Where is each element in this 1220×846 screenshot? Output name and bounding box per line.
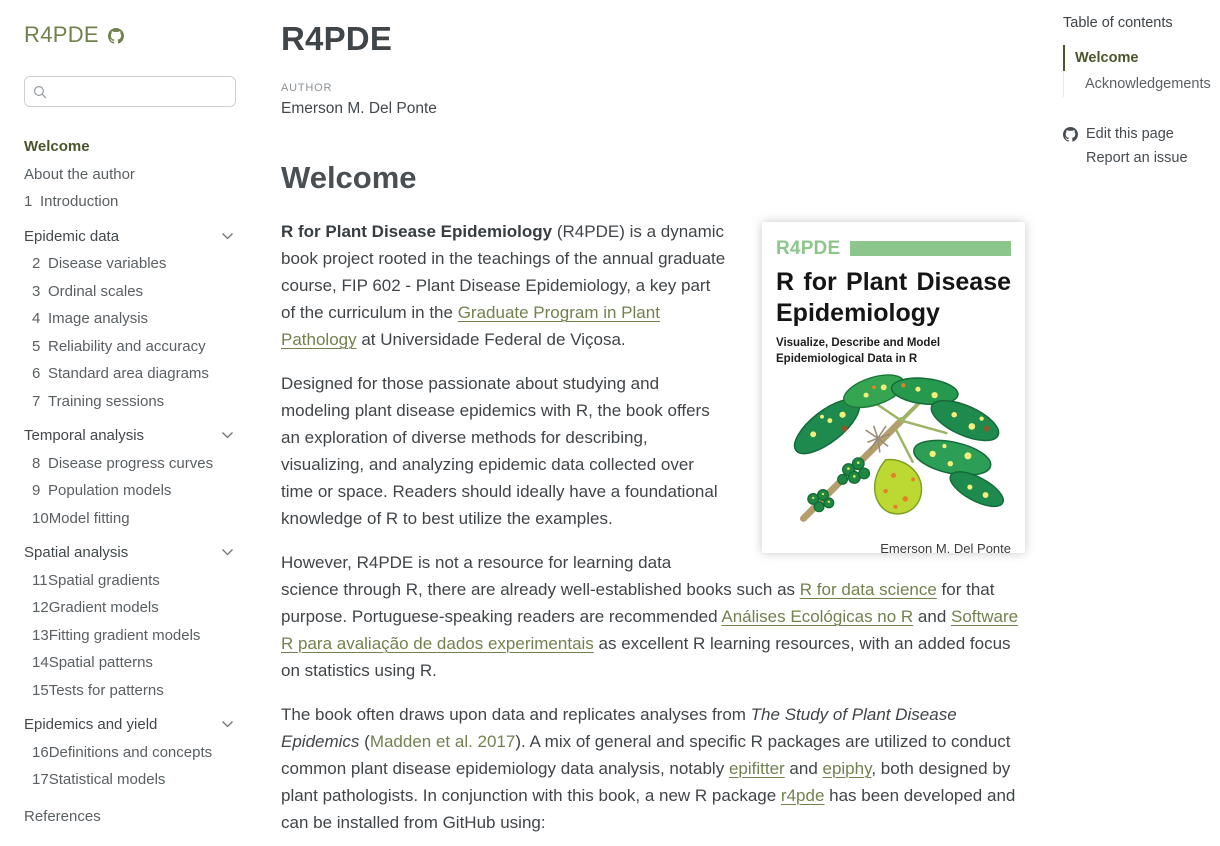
- toc-item[interactable]: Acknowledgements: [1063, 71, 1220, 97]
- table-of-contents: [1063, 0, 1220, 846]
- text-run: ). A mix of general and specific R packages are utilized to conduct common plant disease epidemiology data analysis, notably: [281, 732, 1011, 778]
- coffee-branch-illustration: [776, 369, 1011, 535]
- author-name: Emerson M. Del Ponte: [281, 100, 437, 117]
- nav-item-label: Definitions and concepts: [48, 743, 213, 761]
- bold-text: R for Plant Disease Epidemiology: [281, 222, 553, 241]
- sidebar-nav-item[interactable]: [24, 677, 236, 705]
- text-run: The book often draws upon data and replicates analyses from: [281, 705, 751, 724]
- inline-link[interactable]: r4pde: [780, 786, 825, 805]
- inline-link[interactable]: Madden et al. 2017: [369, 732, 516, 751]
- text-run: for that purpose. Portuguese-speaking readers are recommended: [281, 580, 995, 626]
- nav-item-label: Standard area diagrams: [48, 365, 209, 382]
- nav-item-label: Welcome: [24, 138, 90, 155]
- nav-item-label: Reliability and accuracy: [48, 337, 206, 355]
- book-cover-figure[interactable]: [762, 222, 1025, 557]
- sidebar-nav-item[interactable]: [24, 803, 236, 831]
- sidebar-nav: [24, 133, 236, 830]
- sidebar-nav-item[interactable]: [24, 594, 236, 622]
- search-icon: [33, 85, 47, 99]
- chevron-down-icon[interactable]: [221, 548, 234, 557]
- github-icon: [1063, 127, 1078, 142]
- sidebar-nav-item[interactable]: [24, 450, 236, 478]
- chevron-down-icon[interactable]: [221, 720, 234, 729]
- chapter-number: 7: [32, 392, 41, 410]
- inline-link[interactable]: epiphy: [822, 759, 872, 778]
- page-title: Welcome: [281, 160, 417, 195]
- sidebar-section-toggle[interactable]: [24, 422, 236, 450]
- article-body: [281, 218, 1025, 836]
- sidebar-section-toggle[interactable]: [24, 223, 236, 251]
- sidebar-nav-item[interactable]: [24, 133, 236, 161]
- inline-link[interactable]: R for data science: [799, 580, 937, 599]
- inline-link[interactable]: Software R para avaliação de dados experimentais: [281, 607, 1019, 653]
- chapter-number: 2: [32, 255, 41, 272]
- nav-item-label: Temporal analysis: [24, 427, 145, 444]
- sidebar-nav-item[interactable]: [24, 622, 236, 650]
- nav-item-label: Tests for patterns: [48, 681, 164, 699]
- sidebar-section-toggle[interactable]: [24, 711, 236, 739]
- sidebar-nav-item[interactable]: [24, 649, 236, 677]
- sidebar-nav-item[interactable]: [24, 360, 236, 388]
- sidebar: [0, 0, 260, 846]
- nav-item-label: Ordinal scales: [48, 282, 144, 300]
- inline-link[interactable]: epifitter: [728, 759, 785, 778]
- nav-item-label: Epidemics and yield: [24, 716, 158, 733]
- inline-link[interactable]: Análises Ecológicas no R: [721, 607, 914, 626]
- search-input[interactable]: [53, 84, 227, 100]
- sidebar-nav-item[interactable]: [24, 161, 236, 189]
- nav-item-label: Training sessions: [48, 392, 165, 410]
- chapter-number: 14: [32, 654, 49, 671]
- author-label: AUTHOR: [281, 82, 333, 94]
- nav-item-label: Disease progress curves: [48, 454, 214, 472]
- chapter-number: 12: [32, 599, 49, 616]
- text-run: has been developed and can be installed from GitHub using:: [281, 786, 1016, 832]
- main-content: [281, 0, 1025, 846]
- sidebar-title-link[interactable]: R4PDE: [24, 22, 99, 47]
- cover-title: R for Plant Disease Epidemiology: [776, 268, 1011, 327]
- text-run: (R4PDE) is a dynamic book project rooted in the teachings of the annual graduate course, FIP 602 - Plant Disease Epidemiology, a key part of the curriculum in the: [281, 222, 726, 322]
- nav-item-label: Epidemic data: [24, 227, 120, 245]
- cover-badge: R4PDE: [776, 238, 841, 259]
- cover-author: Emerson M. Del Ponte: [880, 541, 1011, 557]
- sidebar-nav-item[interactable]: [24, 567, 236, 595]
- chapter-number: 5: [32, 337, 41, 355]
- nav-item-label: Spatial patterns: [48, 654, 153, 671]
- paragraph: [281, 549, 1025, 684]
- document-title: R4PDE: [281, 20, 393, 57]
- nav-item-label: Disease variables: [48, 255, 167, 272]
- text-run: However, R4PDE is not a resource for learning data science through R, there are already well-established books such as: [281, 553, 800, 599]
- paragraph: [281, 701, 1025, 836]
- edit-this-page-link[interactable]: [1063, 122, 1220, 146]
- cover-green-bar: [850, 241, 1011, 256]
- nav-item-label: Fitting gradient models: [48, 626, 201, 644]
- chapter-number: 1: [24, 193, 33, 210]
- nav-item-label: Statistical models: [48, 771, 166, 788]
- nav-item-label: Spatial gradients: [48, 571, 160, 589]
- chapter-number: 4: [32, 310, 41, 327]
- nav-item-label: Spatial analysis: [24, 544, 129, 561]
- github-icon[interactable]: [108, 28, 124, 44]
- sidebar-nav-item[interactable]: [24, 477, 236, 505]
- sidebar-nav-item[interactable]: [24, 250, 236, 278]
- toc-item[interactable]: Welcome: [1063, 45, 1220, 71]
- nav-item-label: Introduction: [40, 193, 119, 210]
- nav-item-label: Population models: [48, 482, 172, 499]
- cover-header: [776, 235, 1011, 262]
- sidebar-nav-item[interactable]: [24, 505, 236, 533]
- sidebar-nav-item[interactable]: [24, 739, 236, 767]
- sidebar-header: [24, 22, 260, 48]
- chapter-number: 6: [32, 365, 41, 382]
- toc-actions: [1063, 122, 1220, 170]
- nav-item-label: Image analysis: [48, 310, 149, 327]
- inline-link[interactable]: Graduate Program in Plant Pathology: [281, 303, 660, 349]
- toc-title: Table of contents: [1063, 15, 1173, 31]
- sidebar-nav-item[interactable]: [24, 333, 236, 361]
- report-an-issue-link[interactable]: [1063, 146, 1220, 170]
- chevron-down-icon[interactable]: [221, 232, 234, 241]
- sidebar-section-toggle[interactable]: [24, 539, 236, 567]
- text-run: and: [784, 759, 823, 778]
- chapter-number: 8: [32, 454, 41, 472]
- text-run: as excellent R learning resources, with an added focus on statistics using R.: [281, 634, 1011, 680]
- nav-item-label: Gradient models: [48, 599, 159, 616]
- chevron-down-icon[interactable]: [221, 431, 234, 440]
- cover-subtitle: Visualize, Describe and Model Epidemiological Data in R: [776, 337, 941, 365]
- chapter-number: 10: [32, 509, 49, 527]
- toc-list: [1063, 45, 1220, 97]
- sidebar-nav-item[interactable]: [24, 278, 236, 306]
- nav-item-label: About the author: [24, 165, 135, 183]
- italic-text: The Study of Plant Disease Epidemics: [281, 705, 957, 751]
- chapter-number: 13: [32, 626, 49, 644]
- edit-this-page-label: Edit this page: [1086, 126, 1174, 142]
- sidebar-nav-item[interactable]: [24, 388, 236, 416]
- chapter-number: 11: [32, 571, 48, 589]
- chapter-number: 3: [32, 282, 41, 300]
- sidebar-nav-item[interactable]: [24, 305, 236, 333]
- text-run: and: [913, 607, 952, 626]
- sidebar-nav-item[interactable]: [24, 188, 236, 216]
- text-run: Designed for those passionate about studying and modeling plant disease epidemics with R, the book offers an exploration of diverse methods for describing, visualizing, and analyzing epidemic data collected over time or space. Readers should ideally have a foundational knowledge of R to best utilize the examples.: [281, 374, 718, 528]
- chapter-number: 9: [32, 482, 41, 499]
- text-run: at Universidade Federal de Viçosa.: [356, 330, 626, 349]
- sidebar-nav-item[interactable]: [24, 766, 236, 794]
- chapter-number: 16: [32, 743, 49, 761]
- chapter-number: 15: [32, 681, 49, 699]
- nav-item-label: Model fitting: [48, 509, 130, 527]
- text-run: , both designed by plant pathologists. In conjunction with this book, a new R package: [281, 759, 1011, 805]
- search-box[interactable]: [24, 76, 236, 107]
- chapter-number: 17: [32, 771, 49, 788]
- report-an-issue-label: Report an issue: [1086, 150, 1188, 166]
- text-run: (: [359, 732, 370, 751]
- nav-item-label: References: [24, 807, 101, 825]
